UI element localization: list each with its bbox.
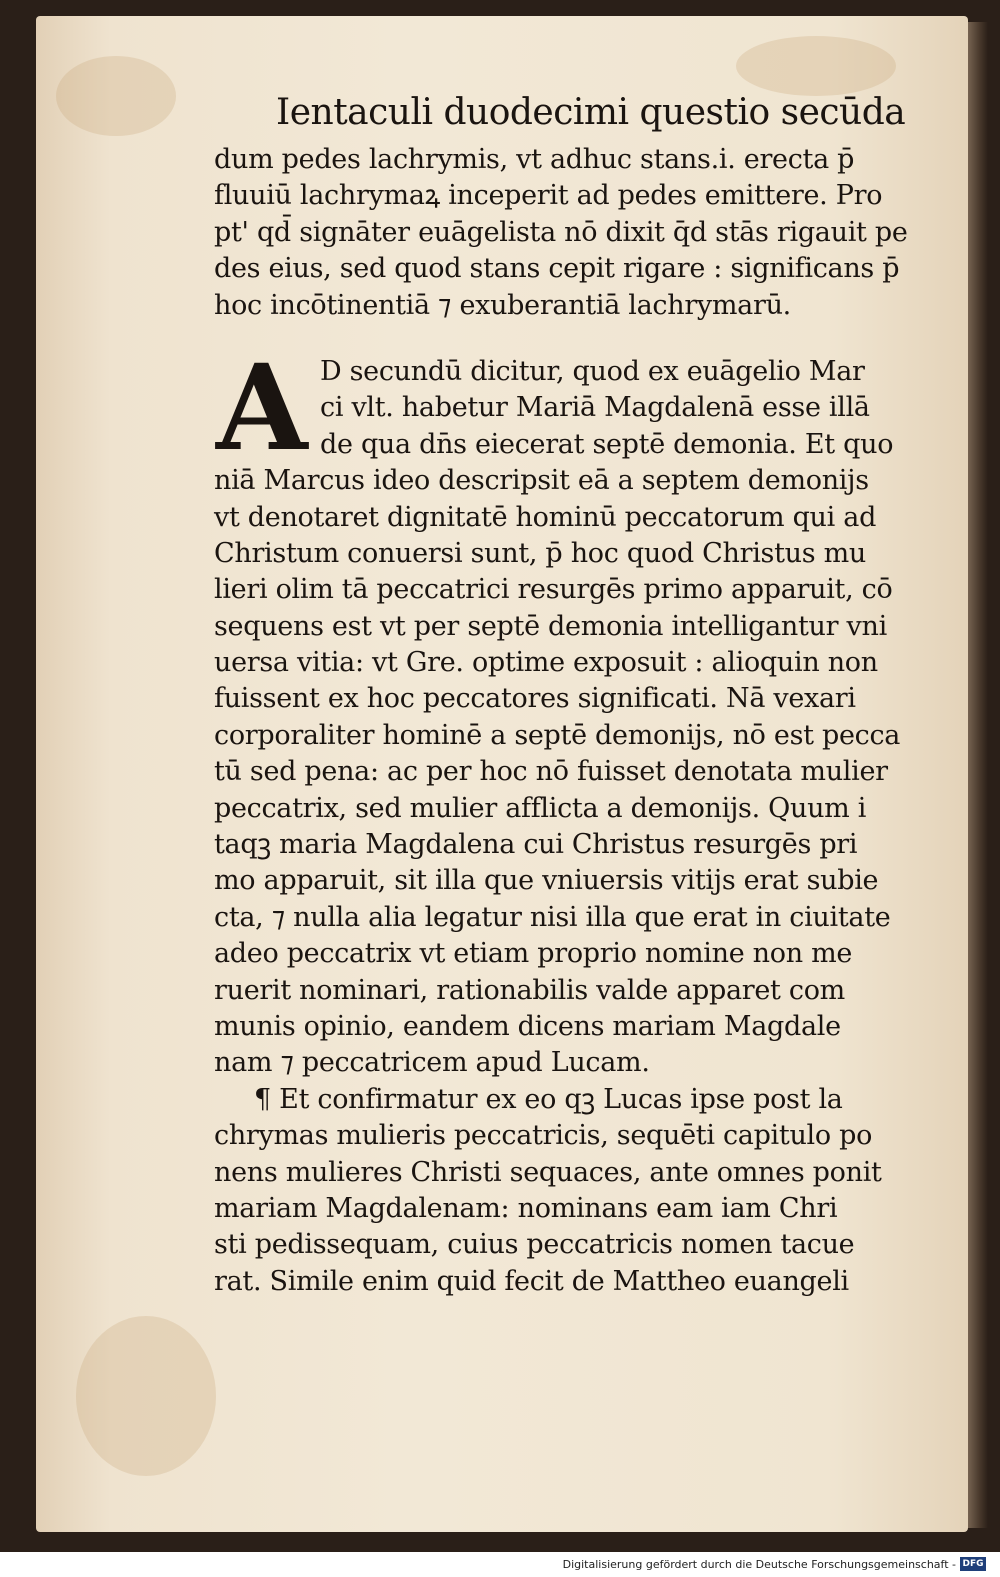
text-line: chrymas mulieris peccatricis, sequēti capitulo po [214, 1120, 873, 1152]
text-line: des eius, sed quod stans cepit rigare : significans p̄ [214, 253, 900, 285]
text-line: uersa vitia: vt Gre. optime exposuit : alioquin non [214, 647, 878, 679]
text-line: sti pedissequam, cuius peccatricis nomen tacue [214, 1229, 855, 1261]
text-line: adeo peccatrix vt etiam proprio nomine non me [214, 938, 853, 970]
funding-credit: Digitalisierung gefördert durch die Deutsche Forschungsgemeinschaft - [562, 1558, 956, 1571]
text-line: rat. Simile enim quid fecit de Mattheo euangeli [214, 1265, 849, 1297]
text-line: ¶ Et confirmatur ex eo qꝫ Lucas ipse post la [254, 1083, 843, 1115]
text-line: peccatrix, sed mulier afflicta a demonijs. Quum i [214, 792, 867, 824]
text-line: tū sed pena: ac per hoc nō fuisset denotata mulier [214, 756, 888, 788]
paragraph-b [214, 337, 904, 1082]
text-line: hoc incōtinentiā ⁊ exuberantiā lachrymarū. [214, 289, 791, 321]
text-line: taqꝫ maria Magdalena cui Christus resurgēs pri [214, 829, 858, 861]
text-line: mariam Magdalenam: nominans eam iam Chri [214, 1192, 838, 1224]
text-line: D secundū dicitur, quod ex euāgelio Mar [320, 355, 865, 387]
paper-stain [76, 1316, 216, 1476]
dfg-logo: DFG [960, 1557, 986, 1571]
drop-cap-initial: A [216, 337, 308, 477]
text-line: mo apparuit, sit illa que vniuersis vitijs erat subie [214, 865, 879, 897]
text-line: niā Marcus ideo descripsit eā a septem demonijs [214, 465, 869, 497]
text-line: corporaliter hominē a septē demonijs, nō est pecca [214, 719, 901, 751]
text-line: vt denotaret dignitatē hominū peccatorum qui ad [214, 501, 877, 533]
text-line: pt' qd̄ signāter euāgelista nō dixit q̄d stās rigauit pe [214, 216, 908, 248]
text-line: fluuiū lachrymaꝝ inceperit ad pedes emittere. Pro [214, 180, 883, 212]
paper-stain [56, 56, 176, 136]
text-line: nens mulieres Christi sequaces, ante omnes ponit [214, 1156, 882, 1188]
text-line: ruerit nominari, rationabilis valde apparet com [214, 974, 845, 1006]
text-line: dum pedes lachrymis, vt adhuc stans.i. erecta p̄ [214, 144, 855, 175]
footer-bar [0, 1552, 1000, 1577]
page-edge [966, 22, 988, 1528]
text-line: cta, ⁊ nulla alia legatur nisi illa que erat in ciuitate [214, 901, 891, 933]
paragraph-a [214, 142, 908, 324]
text-line: Christum conuersi sunt, p̄ hoc quod Christus mu [214, 537, 866, 569]
text-line: de qua dn̄s eiecerat septē demonia. Et quo [320, 428, 894, 460]
text-line: nam ⁊ peccatricem apud Lucam. [214, 1047, 650, 1079]
text-line: munis opinio, eandem dicens mariam Magdale [214, 1010, 841, 1042]
running-head: Ientaculi duodecimi questio secūda [276, 92, 906, 133]
text-line: lieri olim tā peccatrici resurgēs primo apparuit, cō [214, 574, 893, 606]
text-line: fuissent ex hoc peccatores significati. Nā vexari [214, 683, 856, 715]
text-line: ci vlt. habetur Mariā Magdalenā esse illā [320, 392, 870, 424]
text-line: sequens est vt per septē demonia intelligantur vni [214, 610, 887, 642]
paragraph-c [214, 1082, 904, 1300]
page-text [214, 84, 908, 1300]
